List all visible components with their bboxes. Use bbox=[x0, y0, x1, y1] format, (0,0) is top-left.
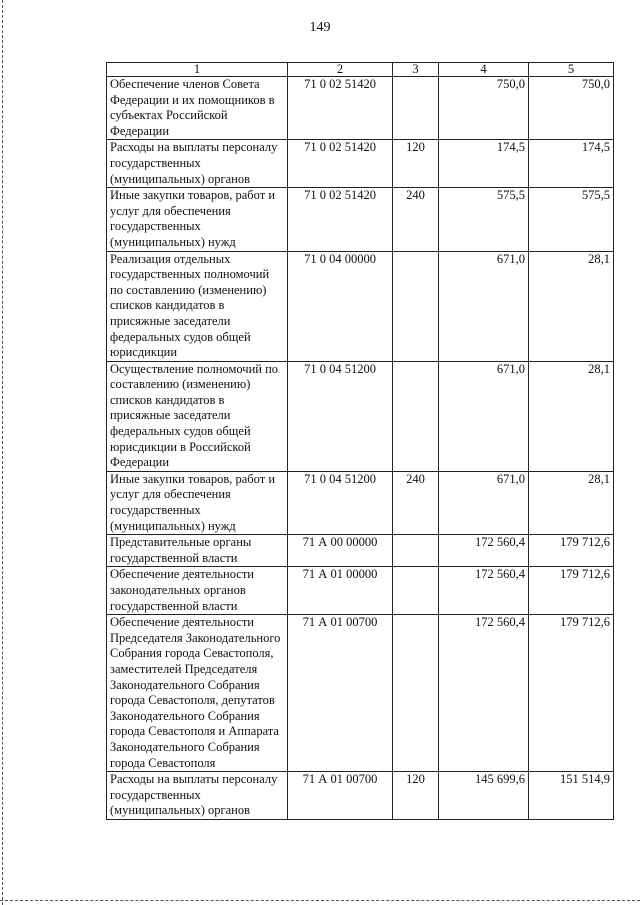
row-name: Обеспечение деятельности Председателя Законодательного Собрания города Севастополя, заместителей Председателя Законодательного Собрания города Севастополя, депутатов Законодательного Собрания города Севастополя и Аппарата Законодательного Собрания города Севастополя bbox=[107, 615, 288, 772]
row-code: 71 А 01 00000 bbox=[288, 567, 393, 615]
row-name: Реализация отдельных государственных полномочий по составлению (изменению) списков кандидатов в присяжные заседатели федеральных судов общей юрисдикции bbox=[107, 251, 288, 361]
row-name: Осуществление полномочий по составлению (изменению) списков кандидатов в присяжные заседатели федеральных судов общей юрисдикции в Российской Федерации bbox=[107, 361, 288, 471]
row-code: 71 А 01 00700 bbox=[288, 615, 393, 772]
row-expense-type: 120 bbox=[393, 772, 439, 820]
row-value-year2: 174,5 bbox=[529, 140, 614, 188]
row-value-year2: 28,1 bbox=[529, 251, 614, 361]
row-value-year1: 671,0 bbox=[439, 251, 529, 361]
row-name: Расходы на выплаты персоналу государственных (муниципальных) органов bbox=[107, 772, 288, 820]
row-value-year2: 575,5 bbox=[529, 188, 614, 251]
row-value-year1: 750,0 bbox=[439, 77, 529, 140]
budget-table bbox=[106, 62, 614, 820]
table-row bbox=[107, 535, 614, 567]
row-code: 71 0 04 51200 bbox=[288, 361, 393, 471]
row-code: 71 0 02 51420 bbox=[288, 77, 393, 140]
row-name: Иные закупки товаров, работ и услуг для обеспечения государственных (муниципальных) нужд bbox=[107, 471, 288, 534]
row-name: Расходы на выплаты персоналу государственных (муниципальных) органов bbox=[107, 140, 288, 188]
table-row bbox=[107, 471, 614, 534]
table-row bbox=[107, 188, 614, 251]
row-code: 71 0 04 51200 bbox=[288, 471, 393, 534]
row-code: 71 0 04 00000 bbox=[288, 251, 393, 361]
row-value-year1: 174,5 bbox=[439, 140, 529, 188]
row-code: 71 А 00 00000 bbox=[288, 535, 393, 567]
row-name: Иные закупки товаров, работ и услуг для обеспечения государственных (муниципальных) нужд bbox=[107, 188, 288, 251]
column-header-5: 5 bbox=[529, 63, 614, 77]
row-value-year1: 575,5 bbox=[439, 188, 529, 251]
row-name: Обеспечение членов Совета Федерации и их помощников в субъектах Российской Федерации bbox=[107, 77, 288, 140]
row-name: Представительные органы государственной власти bbox=[107, 535, 288, 567]
table-row bbox=[107, 772, 614, 820]
scan-edge-left bbox=[2, 0, 3, 905]
row-value-year1: 671,0 bbox=[439, 471, 529, 534]
row-expense-type bbox=[393, 535, 439, 567]
row-expense-type: 240 bbox=[393, 471, 439, 534]
row-expense-type bbox=[393, 251, 439, 361]
column-header-3: 3 bbox=[393, 63, 439, 77]
row-expense-type bbox=[393, 615, 439, 772]
table-row bbox=[107, 140, 614, 188]
column-header-4: 4 bbox=[439, 63, 529, 77]
scan-edge-bottom bbox=[0, 900, 640, 901]
column-header-1: 1 bbox=[107, 63, 288, 77]
table-header-row bbox=[107, 63, 614, 77]
column-header-2: 2 bbox=[288, 63, 393, 77]
page-number: 149 bbox=[309, 20, 331, 35]
row-value-year1: 172 560,4 bbox=[439, 567, 529, 615]
row-value-year2: 179 712,6 bbox=[529, 567, 614, 615]
row-value-year2: 151 514,9 bbox=[529, 772, 614, 820]
row-value-year2: 28,1 bbox=[529, 361, 614, 471]
table-row bbox=[107, 615, 614, 772]
table-row bbox=[107, 251, 614, 361]
row-value-year2: 750,0 bbox=[529, 77, 614, 140]
row-name: Обеспечение деятельности законодательных органов государственной власти bbox=[107, 567, 288, 615]
row-value-year2: 179 712,6 bbox=[529, 535, 614, 567]
row-value-year1: 671,0 bbox=[439, 361, 529, 471]
table-row bbox=[107, 361, 614, 471]
row-value-year1: 172 560,4 bbox=[439, 535, 529, 567]
table-row bbox=[107, 77, 614, 140]
row-expense-type bbox=[393, 361, 439, 471]
row-code: 71 0 02 51420 bbox=[288, 140, 393, 188]
row-value-year1: 145 699,6 bbox=[439, 772, 529, 820]
table-row bbox=[107, 567, 614, 615]
row-code: 71 А 01 00700 bbox=[288, 772, 393, 820]
row-expense-type bbox=[393, 77, 439, 140]
row-expense-type: 240 bbox=[393, 188, 439, 251]
row-value-year1: 172 560,4 bbox=[439, 615, 529, 772]
row-value-year2: 28,1 bbox=[529, 471, 614, 534]
row-expense-type bbox=[393, 567, 439, 615]
row-code: 71 0 02 51420 bbox=[288, 188, 393, 251]
row-value-year2: 179 712,6 bbox=[529, 615, 614, 772]
row-expense-type: 120 bbox=[393, 140, 439, 188]
